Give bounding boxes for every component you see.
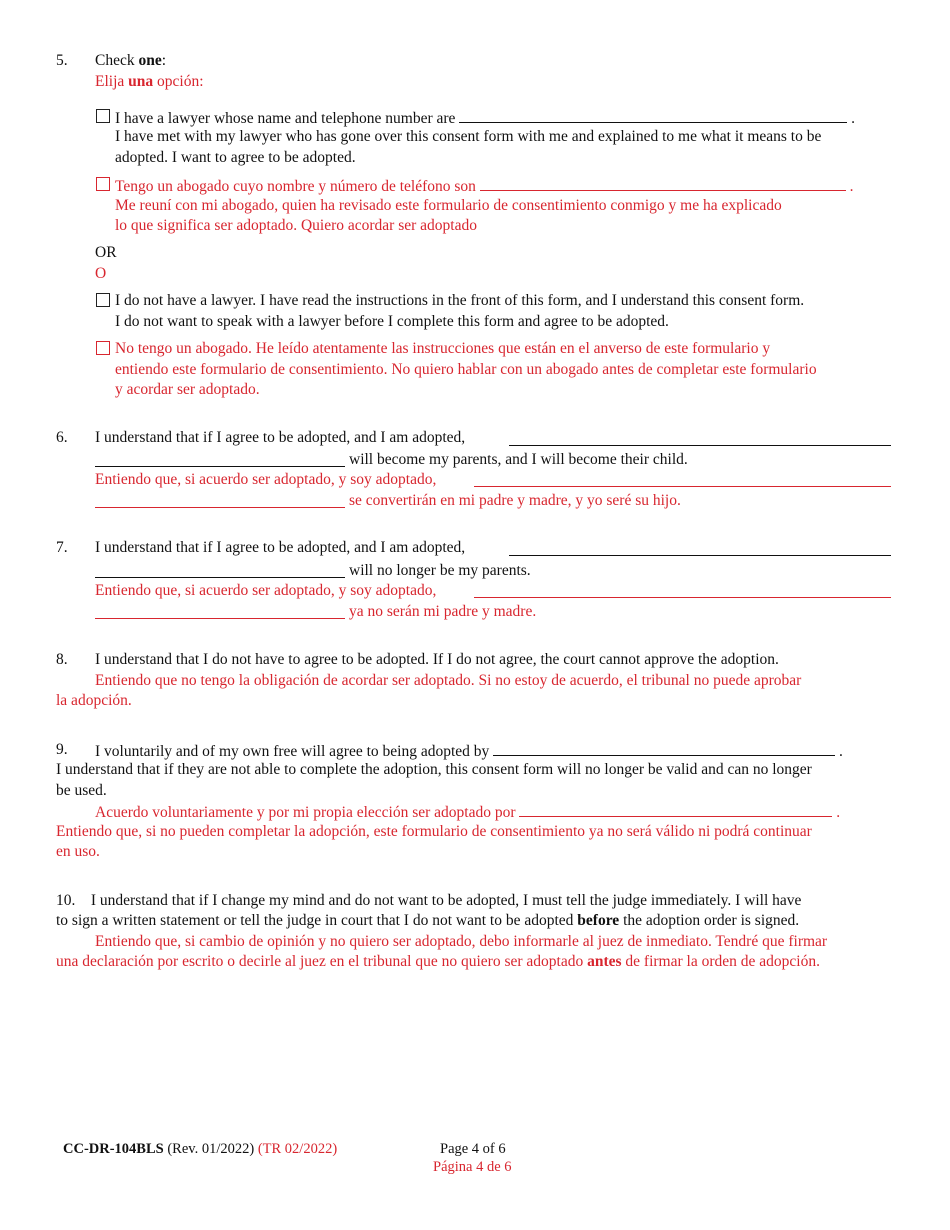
item-7-es-line-2: ya no serán mi padre y madre. xyxy=(349,603,537,620)
item-number-7: 7. xyxy=(56,539,68,556)
item-9-line-1-text: I voluntarily and of my own free will agree to being adopted by xyxy=(95,743,490,760)
item-10-line-2 xyxy=(56,912,799,930)
item-5-prompt xyxy=(95,52,166,70)
item-5-prompt-es-pre: Elija xyxy=(95,73,129,90)
or-separator: OR xyxy=(95,244,117,261)
item-number-9: 9. xyxy=(56,741,68,758)
item-10-line-1-text: I understand that if I change my mind and do not want to be adopted, I must tell the judge immediately. I will have xyxy=(90,892,802,909)
item-10-es-line-2-bold: antes xyxy=(587,953,622,970)
item-9-es-line-3: en uso. xyxy=(56,843,100,860)
adoptive-parents-es-field-2[interactable] xyxy=(95,507,345,508)
option-lawyer-es-period: . xyxy=(849,178,854,195)
item-10-es-line-2 xyxy=(56,953,820,971)
item-8-es-line-2: la adopción. xyxy=(56,692,132,709)
item-number-8: 8. xyxy=(56,651,68,668)
item-9-es-line-1-text: Acuerdo voluntariamente y por mi propia elección ser adoptado por xyxy=(95,804,516,821)
birth-parents-field[interactable] xyxy=(509,555,891,556)
lawyer-yes-checkbox[interactable] xyxy=(96,109,110,123)
birth-parents-field-2[interactable] xyxy=(95,577,345,578)
form-translation-revision: (TR 02/2022) xyxy=(257,1141,338,1157)
option-lawyer-es-line-2: Me reuní con mi abogado, quien ha revisado este formulario de consentimiento conmigo y me ha explicado xyxy=(115,197,782,214)
item-9-line-2: I understand that if they are not able to complete the adoption, this consent form will no longer be valid and can no longer xyxy=(56,761,812,778)
item-6-es-line-1: Entiendo que, si acuerdo ser adoptado, y soy adoptado, xyxy=(95,471,437,488)
item-5-prompt-es xyxy=(95,73,204,91)
item-8-es-line-1: Entiendo que no tengo la obligación de acordar ser adoptado. Si no estoy de acuerdo, el tribunal no puede aprobar xyxy=(95,672,802,689)
no-lawyer-checkbox[interactable] xyxy=(96,293,110,307)
lawyer-yes-es-checkbox[interactable] xyxy=(96,177,110,191)
item-5-prompt-bold: one xyxy=(138,52,162,69)
page-number: Page 4 of 6 xyxy=(440,1141,506,1157)
adoptive-parents-es-field[interactable] xyxy=(474,486,891,487)
page-number-es: Página 4 de 6 xyxy=(433,1159,512,1175)
item-10-es-line-2-pre: una declaración por escrito o decirle al juez en el tribunal que no quiero ser adoptado xyxy=(56,953,588,970)
item-10-line-1 xyxy=(56,892,801,910)
item-number-10: 10. xyxy=(56,892,76,909)
item-8-line-1: I understand that I do not have to agree to be adopted. If I do not agree, the court cannot approve the adoption. xyxy=(95,651,779,668)
item-9-line-1 xyxy=(95,741,843,761)
item-6-line-2: will become my parents, and I will become their child. xyxy=(349,451,688,468)
item-10-es-line-1: Entiendo que, si cambio de opinión y no quiero ser adoptado, debo informarle al juez de inmediato. Tendré que firmar xyxy=(95,933,828,950)
adopted-by-field[interactable] xyxy=(493,741,835,756)
item-5-prompt-post: : xyxy=(161,52,167,69)
option-lawyer-text: I have a lawyer whose name and telephone number are xyxy=(115,110,456,127)
option-no-lawyer-es-line-2: entiendo este formulario de consentimiento. No quiero hablar con un abogado antes de completar este formulario xyxy=(115,361,817,378)
birth-parents-es-field-2[interactable] xyxy=(95,618,345,619)
option-lawyer-line-2: I have met with my lawyer who has gone over this consent form with me and explained to me what it means to be xyxy=(115,128,822,145)
or-separator-es: O xyxy=(95,265,107,282)
item-9-es-line-1-period: . xyxy=(836,804,841,821)
option-no-lawyer-es-line-3: y acordar ser adoptado. xyxy=(115,381,260,398)
item-10-line-2-pre: to sign a written statement or tell the judge in court that I do not want to be adopted xyxy=(56,912,578,929)
lawyer-name-phone-es-field[interactable] xyxy=(480,176,846,191)
item-9-es-line-1 xyxy=(95,802,840,822)
item-9-line-1-period: . xyxy=(839,743,843,760)
option-no-lawyer-line-1: I do not have a lawyer. I have read the instructions in the front of this form, and I understand this consent form. xyxy=(115,292,805,309)
option-no-lawyer-es-line-1: No tengo un abogado. He leído atentamente las instrucciones que están en el anverso de este formulario y xyxy=(115,340,771,357)
option-lawyer-line-1 xyxy=(115,108,855,128)
item-10-line-2-bold: before xyxy=(577,912,620,929)
item-9-es-line-2: Entiendo que, si no pueden completar la adopción, este formulario de consentimiento ya no será válido ni podrá continuar xyxy=(56,823,812,840)
item-number-6: 6. xyxy=(56,429,68,446)
adoptive-parents-field[interactable] xyxy=(509,445,891,446)
option-no-lawyer-line-2: I do not want to speak with a lawyer before I complete this form and agree to be adopted. xyxy=(115,313,669,330)
no-lawyer-es-checkbox[interactable] xyxy=(96,341,110,355)
option-lawyer-es-line-1 xyxy=(115,176,854,196)
item-10-es-line-2-post: de firmar la orden de adopción. xyxy=(621,953,820,970)
option-lawyer-period: . xyxy=(851,110,856,127)
adoptive-parents-field-2[interactable] xyxy=(95,466,345,467)
item-6-es-line-2: se convertirán en mi padre y madre, y yo seré su hijo. xyxy=(349,492,681,509)
item-number-5: 5. xyxy=(56,52,68,69)
form-revision: (Rev. 01/2022) xyxy=(163,1141,258,1157)
adopted-by-es-field[interactable] xyxy=(519,802,832,817)
option-lawyer-es-text: Tengo un abogado cuyo nombre y número de teléfono son xyxy=(115,178,476,195)
birth-parents-es-field[interactable] xyxy=(474,597,891,598)
option-lawyer-line-3: adopted. I want to agree to be adopted. xyxy=(115,149,356,166)
item-6-line-1: I understand that if I agree to be adopted, and I am adopted, xyxy=(95,429,466,446)
item-5-prompt-pre: Check xyxy=(95,52,139,69)
item-5-prompt-es-post: opción: xyxy=(153,73,204,90)
item-10-line-2-post: the adoption order is signed. xyxy=(619,912,800,929)
form-id-footer xyxy=(63,1140,337,1158)
item-7-es-line-1: Entiendo que, si acuerdo ser adoptado, y soy adoptado, xyxy=(95,582,437,599)
item-5-prompt-es-bold: una xyxy=(128,73,154,90)
item-7-line-2: will no longer be my parents. xyxy=(349,562,531,579)
form-id: CC-DR-104BLS xyxy=(63,1141,164,1157)
lawyer-name-phone-field[interactable] xyxy=(459,108,847,123)
option-lawyer-es-line-3: lo que significa ser adoptado. Quiero acordar ser adoptado xyxy=(115,217,477,234)
item-7-line-1: I understand that if I agree to be adopted, and I am adopted, xyxy=(95,539,466,556)
item-9-line-3: be used. xyxy=(56,782,107,799)
